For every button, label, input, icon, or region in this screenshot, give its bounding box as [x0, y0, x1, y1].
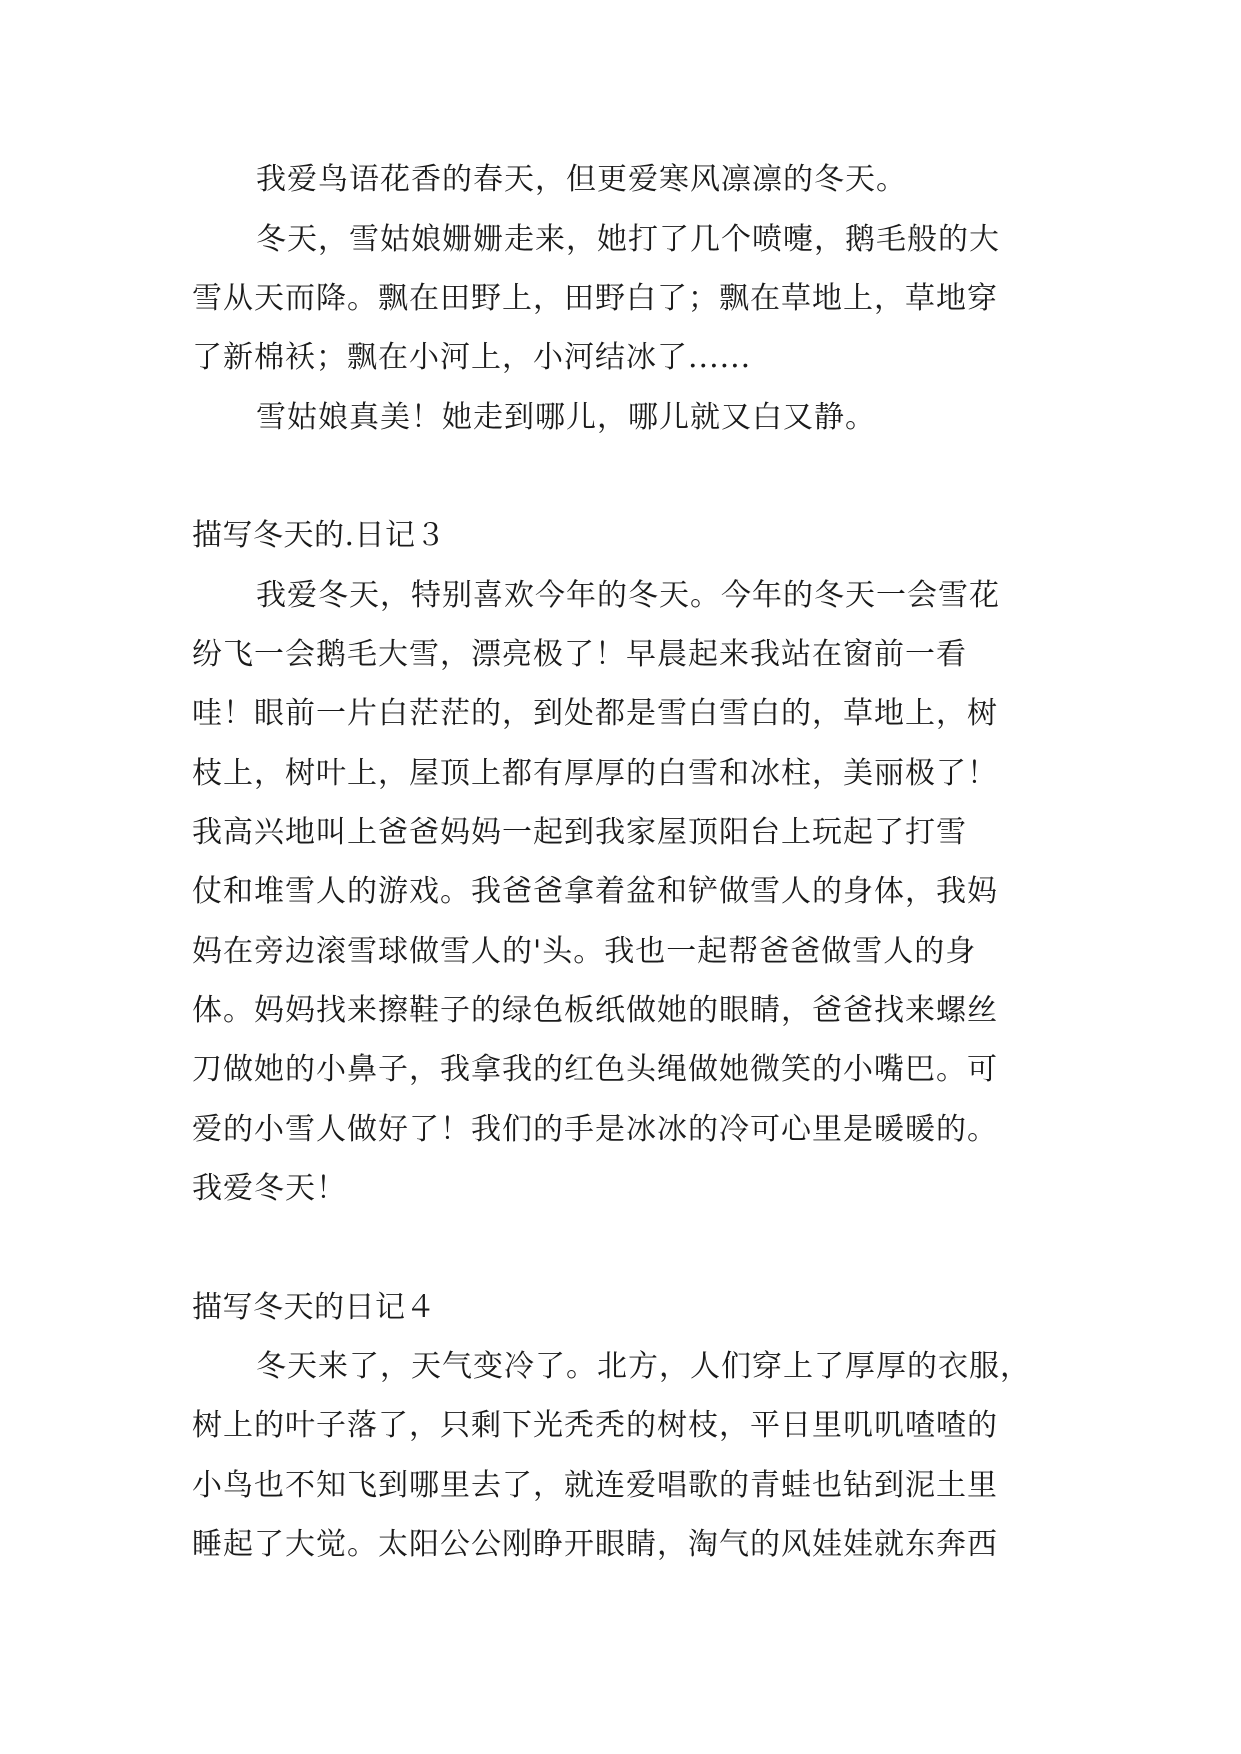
- paragraph-line: 雪从天而降。飘在田野上，田野白了；飘在草地上，草地穿: [192, 281, 998, 316]
- paragraph-line: 仗和堆雪人的游戏。我爸爸拿着盆和铲做雪人的身体，我妈: [192, 874, 998, 909]
- section-title: 描写冬天的日记４: [192, 1290, 436, 1325]
- paragraph-line: 纷飞一会鹅毛大雪，漂亮极了！早晨起来我站在窗前一看: [192, 637, 967, 672]
- paragraph-line: 小鸟也不知飞到哪里去了，就连爱唱歌的青蛙也钻到泥土里: [192, 1468, 998, 1503]
- section-title: 描写冬天的.日记３: [192, 518, 447, 553]
- paragraph-line: 我爱冬天，特别喜欢今年的冬天。今年的冬天一会雪花: [256, 578, 1000, 613]
- paragraph-line: 冬天，雪姑娘姗姗走来，她打了几个喷嚏，鹅毛般的大: [256, 222, 1000, 257]
- paragraph-line: 了新棉袄；飘在小河上，小河结冰了......: [192, 340, 752, 375]
- paragraph-line: 冬天来了，天气变冷了。北方，人们穿上了厚厚的衣服，: [256, 1349, 1031, 1384]
- paragraph-line: 我爱鸟语花香的春天，但更爱寒风凛凛的冬天。: [256, 162, 907, 197]
- paragraph-line: 枝上，树叶上，屋顶上都有厚厚的白雪和冰柱，美丽极了！: [192, 756, 998, 791]
- paragraph-line: 体。妈妈找来擦鞋子的绿色板纸做她的眼睛，爸爸找来螺丝: [192, 993, 998, 1028]
- paragraph-line: 雪姑娘真美！她走到哪儿，哪儿就又白又静。: [256, 400, 876, 435]
- paragraph-line: 我高兴地叫上爸爸妈妈一起到我家屋顶阳台上玩起了打雪: [192, 815, 967, 850]
- paragraph-line: 妈在旁边滚雪球做雪人的'头。我也一起帮爸爸做雪人的身: [192, 934, 977, 969]
- paragraph-line: 刀做她的小鼻子，我拿我的红色头绳做她微笑的小嘴巴。可: [192, 1052, 998, 1087]
- paragraph-line: 哇！眼前一片白茫茫的，到处都是雪白雪白的，草地上，树: [192, 696, 998, 731]
- paragraph-line: 睡起了大觉。太阳公公刚睁开眼睛，淘气的风娃娃就东奔西: [192, 1527, 998, 1562]
- paragraph-line: 爱的小雪人做好了！我们的手是冰冰的冷可心里是暖暖的。: [192, 1112, 998, 1147]
- paragraph-line: 我爱冬天！: [192, 1171, 347, 1206]
- paragraph-line: 树上的叶子落了，只剩下光秃秃的树枝，平日里叽叽喳喳的: [192, 1408, 998, 1443]
